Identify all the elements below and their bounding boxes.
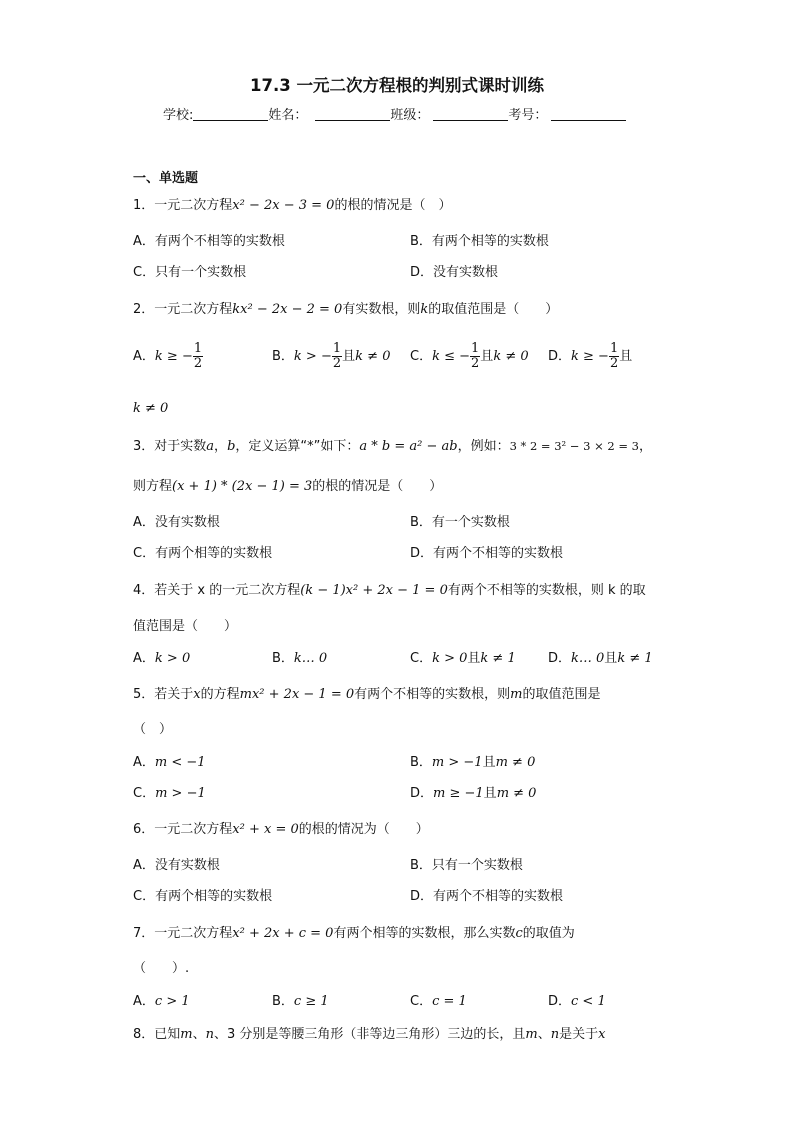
q7-a-expr: c > 1 (154, 994, 190, 1009)
q5-c-expr: m > −1 (155, 786, 206, 801)
q6-option-a[interactable]: A．没有实数根 (133, 858, 220, 873)
q7-a-label: A． (133, 994, 155, 1009)
q6-option-c[interactable]: C．有两个相等的实数根 (133, 889, 273, 904)
q3-var-b: b (227, 439, 236, 454)
q3-example-end: ， (638, 439, 652, 454)
q6-stem: 6．一元二次方程 (133, 822, 233, 837)
q8-var-n: n (205, 1027, 214, 1042)
q2-option-c[interactable] (410, 342, 529, 371)
q7-var-c: c (515, 926, 523, 941)
question-5 (133, 686, 601, 704)
q5-b-and: 且 (482, 755, 496, 770)
fraction-numerator: 1 (332, 341, 342, 356)
q1-option-c[interactable]: C．只有一个实数根 (133, 265, 247, 280)
q1-option-d[interactable]: D．没有实数根 (410, 265, 499, 280)
q4-option-c[interactable] (410, 650, 516, 668)
q3-option-a[interactable]: A．没有实数根 (133, 515, 220, 530)
q7-equation: x² + 2x + c = 0 (232, 926, 334, 941)
fraction-one-half (470, 342, 480, 371)
question-3-line-2 (133, 478, 442, 496)
number-blank (551, 106, 626, 121)
school-blank (193, 106, 268, 121)
q5-d-and: 且 (483, 786, 497, 801)
q4-c-and: 且 (467, 651, 481, 666)
q7-c-label: C． (410, 994, 433, 1009)
q5-d-expr2: m ≠ 0 (496, 786, 537, 801)
fraction-denominator: 2 (332, 356, 342, 371)
q5-stem-mid: 的方程 (200, 687, 240, 702)
question-3 (133, 437, 652, 456)
q5-a-label: A． (133, 755, 155, 770)
q7-b-expr: c ≥ 1 (293, 994, 329, 1009)
q5-option-b[interactable] (410, 754, 535, 772)
q2-b-label: B． (272, 349, 294, 364)
q2-c-label: C． (410, 349, 433, 364)
q8-var-m: m (180, 1027, 193, 1042)
q2-a-label: A． (133, 349, 155, 364)
q4-d-label: D． (548, 651, 572, 666)
fraction-denominator: 2 (193, 356, 203, 371)
q1-stem-end: 的根的情况是（ ） (334, 198, 452, 213)
q2-c-cond: k ≠ 0 (493, 349, 529, 364)
q3-stem: 3．对于实数 (133, 439, 207, 454)
q5-option-a[interactable] (133, 754, 206, 772)
q7-stem: 7．一元二次方程 (133, 926, 233, 941)
q3-option-d[interactable]: D．有两个不相等的实数根 (410, 546, 564, 561)
class-blank (433, 106, 508, 121)
question-1 (133, 197, 451, 215)
q2-variable: k (420, 302, 429, 317)
q5-stem-post: 有两个不相等的实数根，则 (354, 687, 511, 702)
q5-stem-end: 的取值范围是 (522, 687, 601, 702)
q8-sep: 、 (192, 1027, 206, 1042)
q4-d-expr1: k… 0 (571, 651, 605, 666)
q3-definition: a * b = a² − ab (359, 439, 458, 454)
q4-option-b[interactable] (272, 650, 327, 668)
q4-a-label: A． (133, 651, 155, 666)
q4-option-a[interactable] (133, 650, 190, 668)
number-label: 考号： (508, 108, 548, 123)
q7-c-expr: c = 1 (432, 994, 467, 1009)
q5-d-expr1: m ≥ −1 (433, 786, 484, 801)
q2-c-and: 且 (480, 349, 494, 364)
q7-option-c[interactable] (410, 993, 467, 1011)
q8-var-m2: m (525, 1027, 538, 1042)
q1-equation: x² − 2x − 3 = 0 (232, 198, 335, 213)
q2-d-and: 且 (619, 349, 633, 364)
q4-stem-end: 有两个不相等的实数根，则 k 的取 (447, 583, 646, 598)
q6-option-b[interactable]: B．只有一个实数根 (410, 858, 523, 873)
school-label: 学校: (163, 108, 194, 123)
q5-b-expr1: m > −1 (431, 755, 483, 770)
q4-b-expr: k… 0 (293, 651, 328, 666)
q8-stem-mid: 、3 分别是等腰三角形（非等边三角形）三边的长，且 (214, 1027, 526, 1042)
q5-option-d[interactable] (410, 785, 536, 803)
q2-b-cond: k ≠ 0 (355, 349, 391, 364)
name-blank (315, 106, 390, 121)
question-7-line-2: （ ）. (133, 961, 190, 976)
q8-sep2: 、 (537, 1027, 551, 1042)
q2-option-a[interactable] (133, 342, 203, 371)
q4-d-expr2: k ≠ 1 (617, 651, 653, 666)
q5-option-c[interactable] (133, 785, 206, 803)
q5-stem: 5．若关于 (133, 687, 194, 702)
q1-option-b[interactable]: B．有两个相等的实数根 (410, 234, 549, 249)
fraction-numerator: 1 (193, 341, 203, 356)
q2-b-and: 且 (342, 349, 356, 364)
q4-a-expr: k > 0 (154, 651, 191, 666)
q6-stem-end: 的根的情况为（ ） (298, 822, 429, 837)
fraction-numerator: 1 (471, 341, 480, 356)
section-heading: 一、单选题 (133, 171, 199, 186)
q3-option-b[interactable]: B．有一个实数根 (410, 515, 510, 530)
q4-c-label: C． (410, 651, 433, 666)
fraction-denominator: 2 (471, 356, 480, 371)
page-title: 17.3 一元二次方程根的判别式课时训练 (250, 76, 544, 95)
q7-option-b[interactable] (272, 993, 329, 1011)
q7-stem-post: 有两个相等的实数根，那么实数 (333, 926, 516, 941)
q4-b-label: B． (272, 651, 294, 666)
q7-option-d[interactable] (548, 993, 606, 1011)
q4-d-and: 且 (604, 651, 618, 666)
q6-equation: x² + x = 0 (232, 822, 299, 837)
q3-example: 3 * 2 = 3² − 3 × 2 = 3 (509, 439, 639, 453)
q1-option-a[interactable]: A．有两个不相等的实数根 (133, 234, 285, 249)
q2-stem-end: 的取值范围是（ ） (428, 302, 559, 317)
q4-equation: (k − 1)x² + 2x − 1 = 0 (300, 583, 448, 598)
q4-option-d[interactable] (548, 650, 653, 668)
q3-line2-stem: 则方程 (133, 479, 173, 494)
q7-option-a[interactable] (133, 993, 190, 1011)
question-4-line-2: 值范围是（ ） (133, 619, 238, 634)
q7-d-label: D． (548, 994, 572, 1009)
q4-stem: 4．若关于 x 的一元二次方程 (133, 583, 301, 598)
q5-var-x: x (193, 687, 201, 702)
q3-var-a: a (206, 439, 215, 454)
question-5-line-2: （ ） (133, 722, 173, 737)
q2-stem: 2．一元二次方程 (133, 302, 233, 317)
q7-stem-end: 的取值为 (522, 926, 575, 941)
q3-stem-mid: ，定义运算“*”如下： (235, 439, 360, 454)
fraction-denominator: 2 (609, 356, 619, 371)
question-4 (133, 582, 646, 600)
q3-example-label: ，例如： (457, 439, 510, 454)
class-label: 班级： (390, 108, 430, 123)
question-8 (133, 1026, 605, 1044)
q2-stem-mid: 有实数根，则 (342, 302, 421, 317)
q5-b-expr2: m ≠ 0 (495, 755, 536, 770)
q4-c-expr2: k ≠ 1 (480, 651, 516, 666)
fraction-one-half (193, 342, 203, 371)
q1-stem: 1．一元二次方程 (133, 198, 233, 213)
q5-b-label: B． (410, 755, 432, 770)
q3-comma: ， (214, 439, 228, 454)
q5-a-expr: m < −1 (154, 755, 206, 770)
q3-line2-end: 的根的情况是（ ） (312, 479, 443, 494)
student-info-row (163, 104, 626, 123)
q5-var-m: m (510, 687, 523, 702)
name-label: 姓名： (268, 108, 308, 123)
q8-var-n2: n (550, 1027, 560, 1042)
q2-option-d[interactable] (548, 342, 632, 371)
question-7 (133, 925, 575, 943)
q5-d-label: D． (410, 786, 434, 801)
q5-equation: mx² + 2x − 1 = 0 (239, 687, 355, 702)
q2-d-label: D． (548, 349, 572, 364)
q6-option-d[interactable]: D．有两个不相等的实数根 (410, 889, 564, 904)
q8-var-x: x (598, 1027, 606, 1042)
q2-c-expr: k ≤ − (432, 349, 471, 364)
question-6 (133, 821, 429, 839)
q2-b-expr: k > − (293, 349, 332, 364)
q8-stem-end: 是关于 (559, 1027, 599, 1042)
q3-option-c[interactable]: C．有两个相等的实数根 (133, 546, 273, 561)
q2-option-d-continued: k ≠ 0 (133, 401, 169, 416)
q2-option-b[interactable] (272, 342, 390, 371)
fraction-one-half (332, 342, 342, 371)
q7-d-expr: c < 1 (571, 994, 606, 1009)
q2-a-expr: k ≥ − (154, 349, 193, 364)
q2-equation: kx² − 2x − 2 = 0 (232, 302, 343, 317)
q7-b-label: B． (272, 994, 294, 1009)
q2-d-expr: k ≥ − (571, 349, 609, 364)
q8-stem: 8．已知 (133, 1027, 181, 1042)
q3-equation: (x + 1) * (2x − 1) = 3 (172, 479, 313, 494)
fraction-numerator: 1 (609, 341, 619, 356)
q4-c-expr1: k > 0 (432, 651, 468, 666)
fraction-one-half (609, 342, 619, 371)
q5-c-label: C． (133, 786, 156, 801)
question-2 (133, 301, 558, 319)
